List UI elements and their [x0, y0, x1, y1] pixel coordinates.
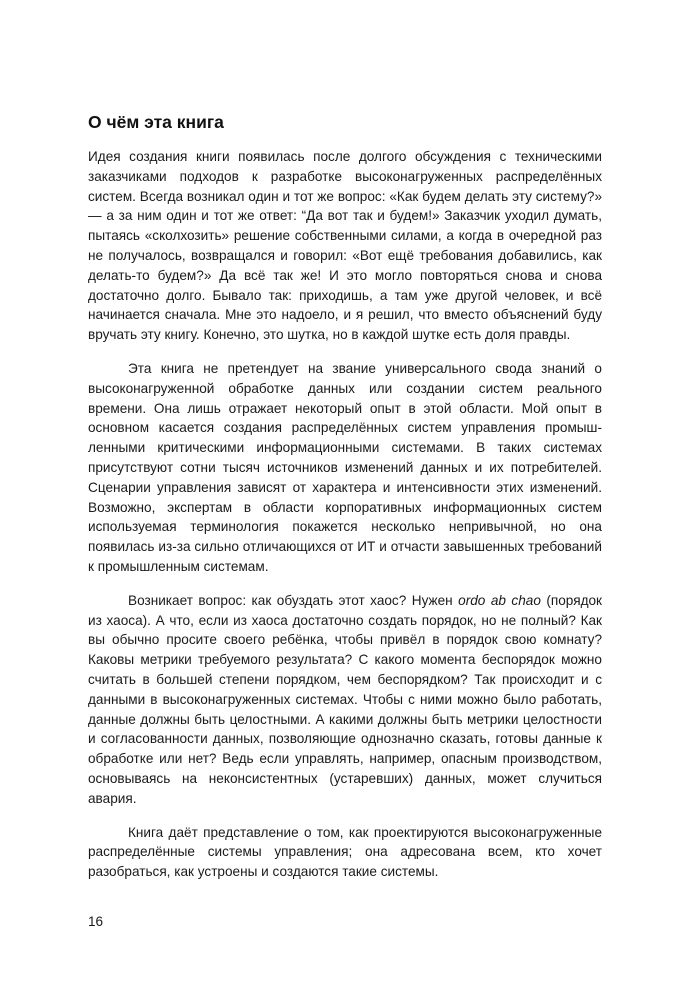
page-number: 16 — [88, 914, 104, 929]
latin-phrase: ordo ab chao — [458, 592, 541, 608]
paragraph-4: Книга даёт представление о том, как проектируются высоконагруженные распределённые системы управления; она адресована всем, кто хочет разобраться, как устроены и создаются такие системы. — [88, 824, 602, 880]
section-heading: О чём эта книга — [88, 112, 224, 132]
paragraph-3-start: Возникает вопрос: как обуздать этот хаос? Нужен — [128, 592, 459, 608]
paragraph-3 — [88, 591, 602, 809]
paragraph-3-end: (порядок из хаоса). А что, если из хаоса достаточно создать порядок, но не полный? Как вы обычно просите своего ребёнка, чтобы привёл в порядок свою комнату? Каковы метрики требуемого результата? С какого момента беспорядок можно считать в большей степени порядком, чем беспорядком? Так происходит и с данными в высоконагруженных системах. Чтобы с ними можно было работать, данные должны быть целостными. А какими должны быть метрики целостности и согласованности данных, позволяющие однозначно сказать, готовы данные к обработке или нет? Ведь если управлять, например, опасным производством, основываясь на неконсистентных (устаревших) данных, может случиться авария. — [88, 592, 603, 806]
body-text — [88, 147, 602, 896]
paragraph-2: Эта книга не претендует на звание универсального свода знаний о высоконагруженной обработке данных или создании систем реального времени. Она лишь отражает некоторый опыт в этой области. Мой опыт в основном касается создания распределённых систем управления промышленными критическими информационными системами. В таких системах присутствуют сотни тысяч источников изменений данных и их потребителей. Сценарии управления зависят от характера и интенсивности этих изменений. Возможно, экспертам в области корпоративных информационных систем используемая терминология покажется несколько непривычной, но она появилась из-за сильно отличающихся от ИТ и отчасти завышенных требований к промышленным системам. — [88, 360, 602, 574]
paragraph-1: Идея создания книги появилась после долгого обсуждения с техническими заказчиками подходов к разработке высоконагруженных распределённых систем. Всегда возникал один и тот же вопрос: «Как будем делать эту систему?» — а за ним один и тот же ответ: “Да вот так и будем!» Заказчик уходил думать, пытаясь «сколхозить» решение собственными силами, а когда в очередной раз не получалось, возвращался и говорил: «Вот ещё требования добавились, как делать-то будем?» Да всё так же! И это могло повторяться снова и снова достаточно долго. Бывало так: приходишь, а там уже другой человек, и всё начинается сначала. Мне это надоело, и я решил, что вместо объяснений буду вручать эту книгу. Конечно, это шутка, но в каждой шутке есть доля правды. — [88, 149, 602, 343]
